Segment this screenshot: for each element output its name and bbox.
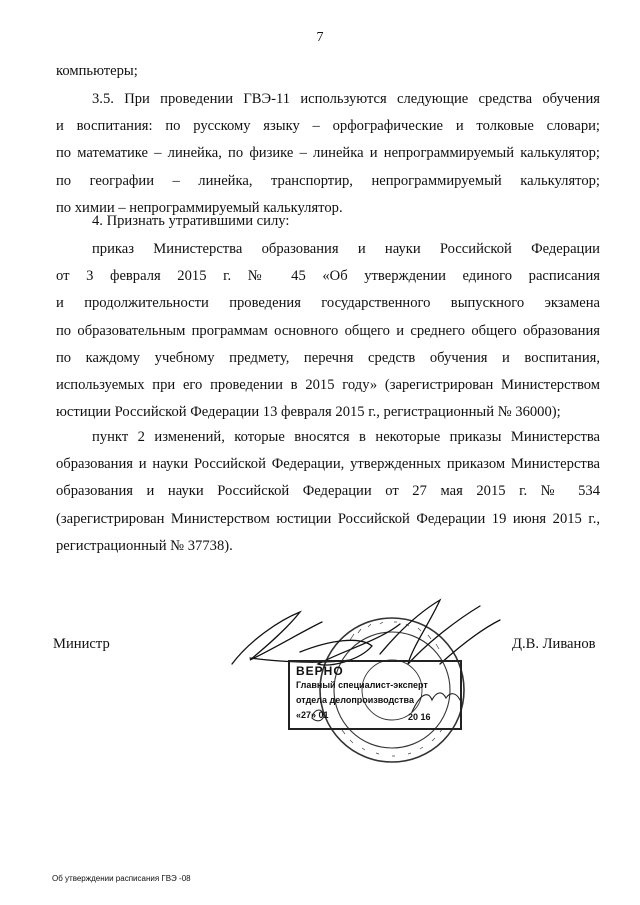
text-line: пункт 2 изменений, которые вносятся в некоторые приказы Министерства [92, 429, 600, 445]
text-line: 4. Признать утратившими силу: [92, 213, 290, 229]
text-line: и продолжительности проведения государственного выпускного экзамена [56, 295, 600, 312]
stamp-verno: ВЕРНО [296, 664, 344, 678]
paragraph [56, 208, 600, 235]
stamp-year: 20 16 [408, 712, 431, 722]
text-line: (зарегистрирован Министерством юстиции Российской Федерации 19 июня 2015 г., [56, 510, 600, 527]
paragraph [56, 86, 600, 222]
paragraph [56, 58, 600, 85]
stamp-date: «27» 01 [296, 710, 329, 720]
text-line: от 3 февраля 2015 г. № 45 «Об утверждении единого расписания [56, 268, 600, 285]
paragraph [56, 424, 600, 560]
text-line: и воспитания: по русскому языку – орфографические и толковые словари; [56, 118, 600, 135]
text-line: образования и науки Российской Федерации, утвержденных приказом Министерства [56, 456, 600, 473]
text-line: по образовательным программам основного общего и среднего общего образования [56, 322, 600, 339]
minister-signature [232, 600, 500, 665]
paragraph [56, 236, 600, 426]
text-line: регистрационный № 37738). [56, 537, 233, 554]
text-line: компьютеры; [56, 63, 138, 79]
text-line: образования и науки Российской Федерации от 27 мая 2015 г. № 534 [56, 483, 600, 500]
text-line: по каждому учебному предмету, перечня средств обучения и воспитания, [56, 349, 600, 366]
certification-stamp [288, 660, 462, 730]
text-line: по математике – линейка, по физике – линейка и непрограммируемый калькулятор; [56, 145, 600, 162]
footer-note: Об утверждении расписания ГВЭ -08 [52, 874, 191, 883]
text-line: по географии – линейка, транспортир, непрограммируемый калькулятор; [56, 172, 600, 189]
page-number: 7 [316, 30, 324, 45]
text-line: по химии – непрограммируемый калькулятор. [56, 199, 343, 216]
text-line: используемых при его проведении в 2015 году» (зарегистрирован Министерством [56, 377, 600, 394]
minister-name: Д.В. Ливанов [512, 636, 596, 652]
minister-title: Министр [53, 636, 110, 652]
text-line: 3.5. При проведении ГВЭ-11 используются следующие средства обучения [92, 91, 600, 107]
stamp-role-line2: отдела делопроизводства [296, 695, 414, 705]
text-line: приказ Министерства образования и науки Российской Федерации [92, 241, 600, 257]
stamp-role-line1: Главный специалист-эксперт [296, 680, 428, 690]
text-line: юстиции Российской Федерации 13 февраля 2015 г., регистрационный № 36000); [56, 404, 561, 421]
